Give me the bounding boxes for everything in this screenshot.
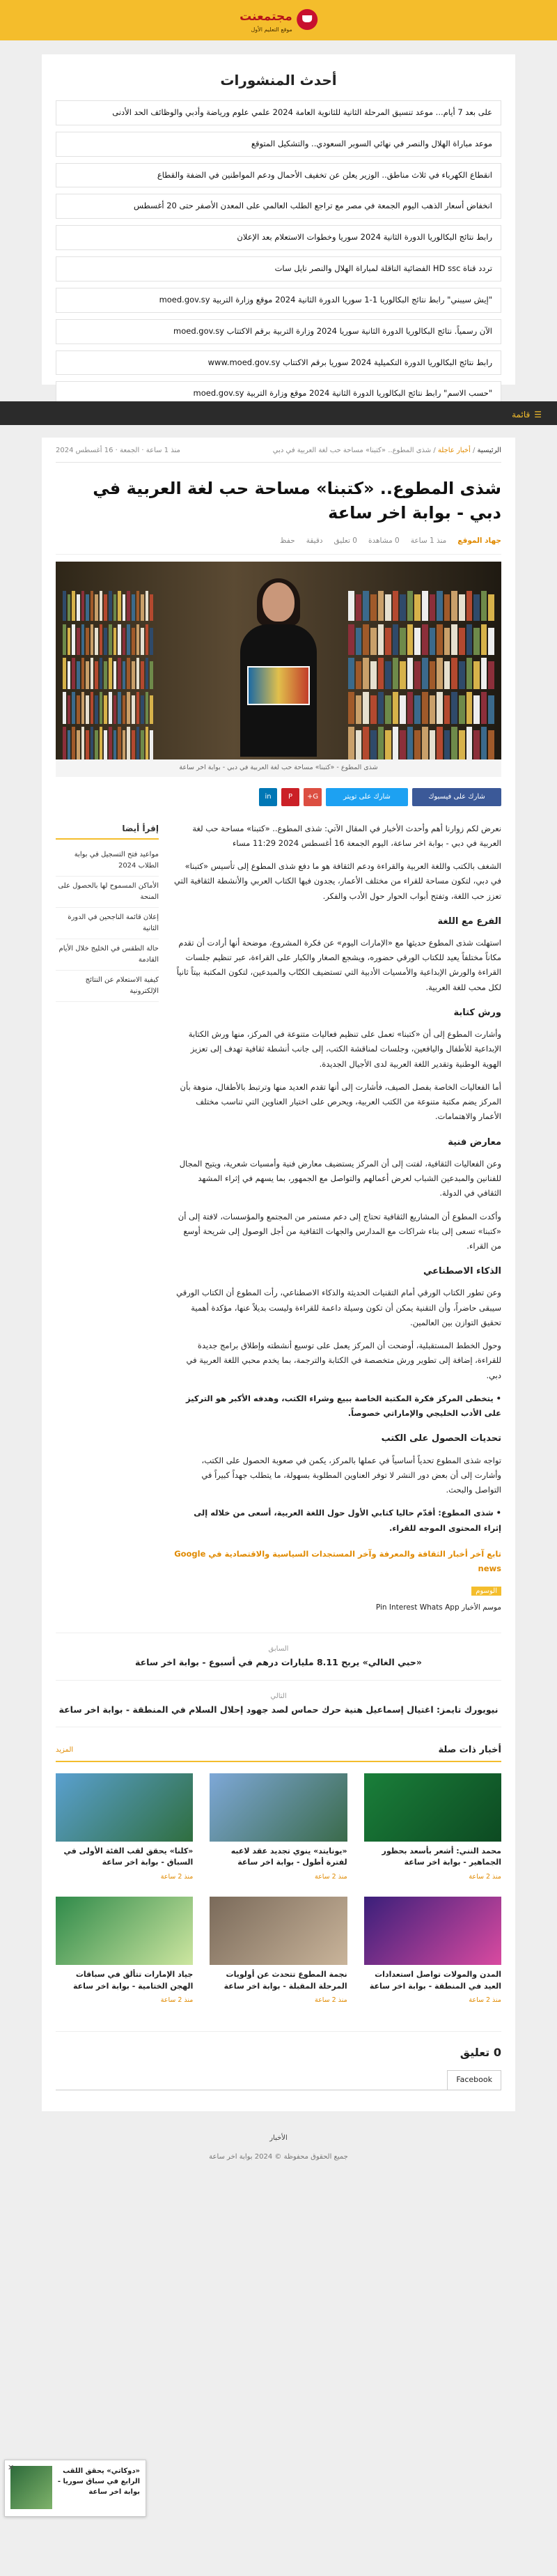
- close-icon[interactable]: ✕: [8, 2463, 15, 2472]
- related-thumbnail[interactable]: [210, 1897, 347, 1965]
- hamburger-icon: ☰: [534, 410, 542, 419]
- post-item[interactable]: على بعد 7 أيام... موعد تنسيق المرحلة الثانية للثانوية العامة 2024 علمي علوم ورياضة وأدبي والوظائف الحد الأدنى: [56, 100, 501, 125]
- share-twitter-button[interactable]: شارك على تويتر: [326, 788, 408, 806]
- related-thumbnail[interactable]: [56, 1773, 193, 1842]
- breadcrumb: الرئيسية / أخبار عاجلة / شذى المطوع.. «كتبنا» مساحة حب لغة العربية في دبي منذ 1 ساعة · الجمعة · 16 أغسطس 2024: [56, 438, 501, 463]
- tags: [174, 1584, 501, 1614]
- related-thumbnail[interactable]: [210, 1773, 347, 1842]
- comments-title: 0 تعليق: [460, 2046, 501, 2060]
- related-card[interactable]: [364, 1897, 501, 2006]
- related-card-title[interactable]: المدن والمولات تواصل استعدادات العيد في المنطقة - بوابة اخر ساعة: [369, 1970, 501, 1991]
- article-bullet: • شذى المطوع: أقدّم حاليا كتابي الأول حول اللغة العربية، أسعى من خلاله إلى إثراء المحتوى الموجه للقراء.: [194, 1508, 501, 1533]
- tags-list[interactable]: موسم الأخبار Pin Interest Whats App: [375, 1603, 501, 1612]
- menu-label: قائمة: [512, 410, 531, 419]
- post-item[interactable]: "إيش سيبني" رابط نتائج البكالوريا 1-1 سوريا الدورة الثانية 2024 موقع وزارة التربية moed.gov.sy: [56, 288, 501, 313]
- article-paragraph: أما الفعاليات الخاصة بفصل الصيف، فأشارت إلى أنها تقدم العديد منها وترتبط بالأطفال، منوهة بأن المركز يضم مكتبة متنوعة من الكتب العربية، ويحرص على اختيار العناوين التي تناسب مختلف الأعمار والاهتمامات.: [180, 1081, 501, 1122]
- popup-title: «دوكاتي» يحقق اللقب الرابع في سباق سوريا - بوابة اخر ساعة: [57, 2467, 140, 2496]
- post-item[interactable]: الآن رسمياً. نتائج البكالوريا الدورة الثانية سوريا 2024 وزارة التربية برقم الاكتتاب moed.gov.sy: [56, 319, 501, 344]
- related-thumbnail[interactable]: [364, 1897, 501, 1965]
- related-card-title[interactable]: جياد الإمارات تتألق في سباقات الهجن الختامية - بوابة اخر ساعة: [72, 1970, 194, 1991]
- comments-section: [56, 2031, 501, 2090]
- sidebar: [56, 822, 159, 1615]
- section-heading: تحديات الحصول على الكتب: [381, 1433, 501, 1444]
- article-body: [174, 822, 501, 1615]
- article-paragraph: وحول الخطط المستقبلية، أوضحت أن المركز يعمل على توسيع أنشطته وإطلاق برامج جديدة للقراءة، إضافة إلى تطوير ورش متخصصة في الكتابة والترجمة، بما يخدم محبي اللغة العربية في دبي.: [186, 1341, 501, 1380]
- article-bullet: • يتخطى المركز فكرة المكتبة الخاصة ببيع وشراء الكتب، وهدفه الأكبر هو التركيز على الأدب الخليجي والإماراتي خصوصاً.: [186, 1393, 501, 1419]
- breadcrumb-current: شذى المطوع.. «كتبنا» مساحة حب لغة العربية في دبي: [272, 447, 432, 454]
- sidebar-item[interactable]: الأماكن المسموح لها بالحصول على المنحة: [56, 877, 159, 908]
- top-bar: [0, 0, 557, 40]
- post-item[interactable]: انقطاع الكهرباء في ثلاث مناطق.. الوزير يعلن عن تخفيف الأحمال ودعم المواطنين في الضفة والقطاع: [56, 163, 501, 188]
- post-item[interactable]: موعد مباراة الهلال والنصر في نهائي السوبر السعودي.. والتشكيل المتوقع: [56, 132, 501, 157]
- share-bar: [56, 788, 501, 806]
- next-title: نيويورك تايمز: اغتيال إسماعيل هنية حرك حماس لصد جهود إحلال السلام في المنطقة - بوابة اخر ساعة: [58, 1704, 499, 1715]
- sidebar-item[interactable]: حالة الطقس في الخليج خلال الأيام القادمة: [56, 939, 159, 971]
- related-card[interactable]: [56, 1773, 193, 1883]
- main-nav: [0, 401, 557, 425]
- article-meta: [56, 535, 501, 555]
- prev-label: السابق: [268, 1645, 289, 1653]
- google-news-link[interactable]: تابع آخر أخبار الثقافة والمعرفة وآخر المستجدات السياسية والاقتصادية في Google news: [174, 1548, 501, 1574]
- related-card-date: منذ 2 ساعة: [315, 1996, 347, 2005]
- google-plus-icon[interactable]: G+: [304, 788, 322, 806]
- footer-link[interactable]: الأخبار: [269, 2134, 288, 2143]
- post-item[interactable]: رابط نتائج البكالوريا الدورة الثانية 2024 سوريا وخطوات الاستعلام بعد الإعلان: [56, 225, 501, 250]
- related-card-title[interactable]: «يونايتد» ينوي تجديد عقد لاعبه لفترة أطول - بوابة اخر ساعة: [230, 1846, 347, 1867]
- related-card[interactable]: [210, 1897, 347, 2006]
- breadcrumb-category[interactable]: أخبار عاجلة: [437, 447, 471, 454]
- views-count: 0 مشاهدة: [368, 536, 400, 545]
- latest-posts: [42, 54, 515, 399]
- bookshelf-right: [348, 589, 494, 759]
- related-card-date: منذ 2 ساعة: [160, 1996, 194, 2005]
- related-thumbnail[interactable]: [364, 1773, 501, 1842]
- related-card-date: منذ 2 ساعة: [469, 1996, 501, 2005]
- related-more-link[interactable]: المزيد: [56, 1746, 74, 1754]
- logo-icon: [297, 9, 317, 30]
- post-item[interactable]: تردد قناة HD ssc الفضائية الناقلة لمباراة الهلال والنصر نايل سات: [56, 256, 501, 281]
- related-title: أخبار ذات صلة: [438, 1744, 501, 1755]
- sidebar-item[interactable]: إعلان قائمة الناجحين في الدورة الثانية: [56, 908, 159, 939]
- post-navigation: [56, 1633, 501, 1727]
- post-item[interactable]: انخفاض أسعار الذهب اليوم الجمعة في مصر مع تراجع الطلب العالمي على المعدن الأصفر حتى 20 أغسطس: [56, 194, 501, 219]
- next-label: التالي: [270, 1692, 287, 1700]
- article-paragraph: وعن الفعاليات الثقافية، لفتت إلى أن المركز يستضيف معارض فنية وأمسيات شعرية، ويتيح المجال للفنانين والمبدعين الشباب لعرض أعمالهم والتواصل مع الجمهور، بما يسهم في إثراء المشهد الثقافي في الدولة.: [179, 1158, 501, 1198]
- related-card[interactable]: [364, 1773, 501, 1883]
- article-paragraph: وعن تطور الكتاب الورقي أمام التقنيات الحديثة والذكاء الاصطناعي، رأت المطوع أن الكتاب الورقي سيبقى حاضراً، وأن التقنية يمكن أن تكون وسيلة داعمة للقراءة وليست بديلاً عنها، مؤكدة أهمية تحقيق التوازن بين العالمين.: [176, 1288, 501, 1327]
- bookshelf-left: [63, 589, 153, 759]
- logo-name: مجتمع: [257, 10, 292, 24]
- footer: [42, 2111, 515, 2191]
- logo-tag: نت: [240, 10, 258, 24]
- facebook-comments-tab[interactable]: Facebook: [447, 2070, 501, 2090]
- post-item[interactable]: "حسب الاسم" رابط نتائج البكالوريا الدورة الثانية 2024 موقع وزارة التربية moed.gov.sy: [56, 381, 501, 406]
- sidebar-item[interactable]: مواعيد فتح التسجيل في بوابة الطلاب 2024: [56, 845, 159, 877]
- read-time: دقيقة: [306, 536, 323, 545]
- article-image: [56, 562, 501, 759]
- share-facebook-button[interactable]: شارك على فيسبوك: [412, 788, 501, 806]
- prev-title: «حبي الغالي» يربح 8.11 مليارات درهم في أسبوع - بوابة اخر ساعة: [135, 1657, 422, 1668]
- book-icon: [247, 666, 310, 705]
- section-heading: الذكاء الاصطناعي: [423, 1266, 501, 1277]
- save-link[interactable]: حفظ: [279, 536, 295, 545]
- related-card[interactable]: [56, 1897, 193, 2006]
- prev-post[interactable]: [56, 1633, 501, 1680]
- recommend-popup[interactable]: [4, 2460, 146, 2517]
- section-heading: ورش كتابة: [453, 1008, 501, 1019]
- section-heading: معارض فنية: [448, 1136, 501, 1148]
- article-intro: نعرض لكم زوارنا أهم وأحدث الأخبار في المقال الآتي: شذى المطوع.. «كتبنا» مساحة حب لغة العربية في دبي - بوابة اخر ساعة، اليوم الجمعة 16 أغسطس 2024 11:29 مساء: [192, 823, 501, 848]
- article-paragraph: استهلت شذى المطوع حديثها مع «الإمارات اليوم» عن فكرة المشروع، موضحة أنها أرادت أن تقدم مكاناً مختلفاً يعيد للكتاب الورقي حضوره، ويشجع الصغار والكبار على القراءة، عبر تنظيم جلسات القراءة والورش الإبداعية والأمسيات الأدبية التي تستضيف الكتّاب والمبدعين، لتكون المكتبة بيتاً ثانياً لكل محب للغة العربية.: [176, 937, 501, 992]
- related-card-title[interactable]: محمد النني: أشعر بأسعد بحظور الجماهير - بوابة اخر ساعة: [382, 1846, 501, 1867]
- breadcrumb-date: منذ 1 ساعة · الجمعة · 16 أغسطس 2024: [56, 447, 180, 454]
- related-card-date: منذ 2 ساعة: [469, 1872, 501, 1881]
- article-page: [42, 438, 515, 2111]
- time-ago: منذ 1 ساعة: [410, 536, 447, 545]
- comments-count[interactable]: 0 تعليق: [334, 536, 357, 545]
- logo-subtitle: موقع التعليم الأول: [251, 26, 292, 33]
- sidebar-title: إقرأ أيضا: [56, 822, 159, 840]
- related-card-title[interactable]: «كلنا» يحقق لقب الفئة الأولى في السباق - بوابة اخر ساعة: [63, 1846, 194, 1867]
- article-paragraph: تواجه شذى المطوع تحدياً أساسياً في عملها بالمركز، يكمن في صعوبة الحصول على الكتب، وأشارت إلى أن بعض دور النشر لا توفر العناوين المطلوبة بسهولة، ما يتطلب جهداً كبيراً في التواصل والبحث.: [201, 1455, 501, 1495]
- related-posts: [56, 1743, 501, 2006]
- linkedin-icon[interactable]: in: [259, 788, 277, 806]
- copyright: جميع الحقوق محفوظة © 2024 بوابة اخر ساعة: [209, 2153, 348, 2161]
- related-thumbnail[interactable]: [56, 1897, 193, 1965]
- related-card-title[interactable]: نجمة المطوع تتحدث عن أولويات المرحلة المقبلة - بوابة اخر ساعة: [223, 1970, 347, 1991]
- related-card-date: منذ 2 ساعة: [315, 1872, 347, 1881]
- sidebar-item[interactable]: كيفية الاستعلام عن النتائج الإلكترونية: [56, 971, 159, 1002]
- article-paragraph: الشغف بالكتب واللغة العربية والقراءة ودعم الثقافة هو ما دفع شذى المطوع إلى تأسيس «كتبنا» في دبي، لتكون مساحة للقراء من مختلف الأعمار، يجدون فيها الكتاب العربي والأنشطة الثقافية التي تعزز حب اللغة، وتفتح أبواب الحوار حول الأدب والفكر.: [174, 861, 501, 901]
- tags-label: الوسوم: [471, 1587, 501, 1596]
- popup-thumbnail: [10, 2466, 52, 2509]
- related-card-date: منذ 2 ساعة: [160, 1872, 194, 1881]
- article-title: شذى المطوع.. «كتبنا» مساحة حب لغة العربية في دبي - بوابة اخر ساعة: [93, 479, 501, 523]
- post-item[interactable]: رابط نتائج البكالوريا الدورة التكميلية 2024 سوريا برقم الاكتتاب www.moed.gov.sy: [56, 350, 501, 376]
- pinterest-icon[interactable]: P: [281, 788, 299, 806]
- latest-posts-title: أحدث المنشورات: [220, 72, 337, 88]
- section-heading: الفرع مع اللغة: [437, 916, 501, 927]
- site-logo[interactable]: [240, 7, 317, 33]
- portrait-figure: [240, 583, 317, 759]
- article-paragraph: وأكدت المطوع أن المشاريع الثقافية تحتاج إلى دعم مستمر من المجتمع والمؤسسات، لافتة إلى أن «كتبنا» تسعى إلى بناء شراكات مع المدارس والجهات الثقافية من أجل الوصول إلى شريحة أوسع من القراء.: [178, 1211, 501, 1251]
- next-post[interactable]: [56, 1681, 501, 1727]
- menu-button[interactable]: [512, 408, 542, 422]
- image-caption: شذى المطوع - «كتبنا» مساحة حب لغة العربية في دبي - بوابة اخر ساعة: [56, 759, 501, 776]
- article-paragraph: وأشارت المطوع إلى أن «كتبنا» تعمل على تنظيم فعاليات متنوعة في المركز، منها ورش الكتابة الإبداعية للأطفال واليافعين، وجلسات لمناقشة الكتب، إلى جانب أنشطة ثقافية تهدف إلى تعزيز الهوية الوطنية وتقدير اللغة العربية لدى الأجيال الجديدة.: [188, 1029, 501, 1069]
- related-card[interactable]: [210, 1773, 347, 1883]
- breadcrumb-home[interactable]: الرئيسية: [477, 447, 501, 454]
- author-link[interactable]: جهاد الموقع: [457, 536, 501, 545]
